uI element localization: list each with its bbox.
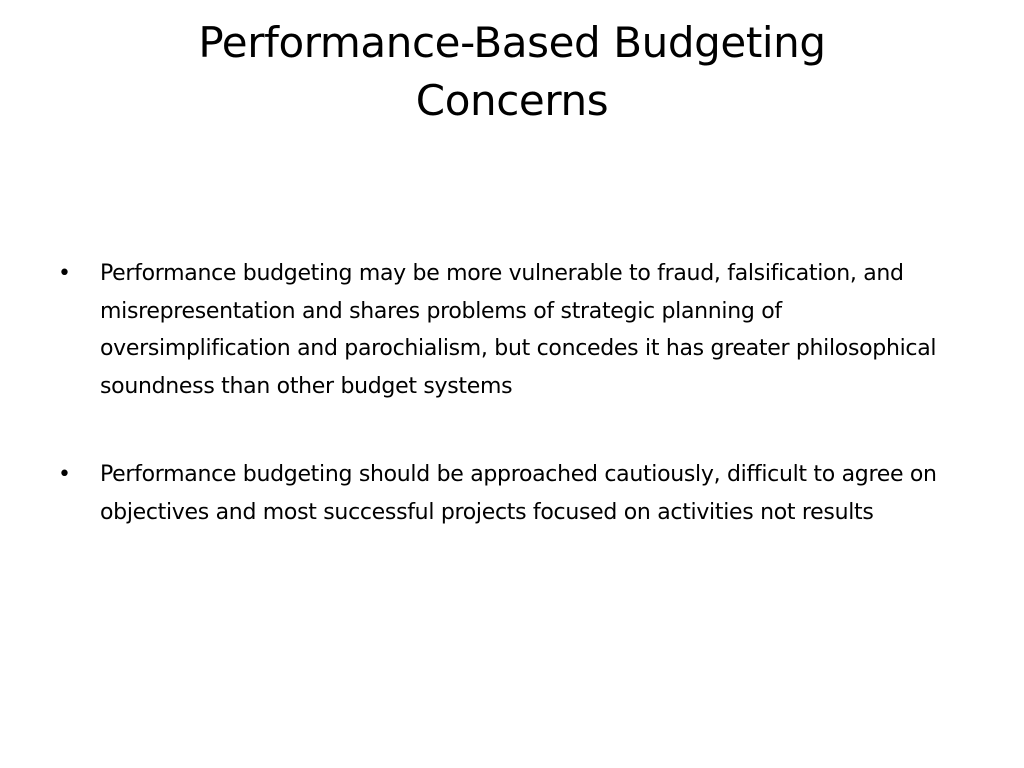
bullet-item <box>58 456 958 531</box>
bullet-list <box>58 255 958 582</box>
bullet-text: Performance budgeting should be approached cautiously, difficult to agree on objectives and most successful projects focused on activities not results <box>100 462 937 525</box>
slide-title: Performance-Based Budgeting Concerns <box>198 18 826 125</box>
bullet-text: Performance budgeting may be more vulnerable to fraud, falsification, and misrepresentation and shares problems of strategic planning of oversimplification and parochialism, but concedes it has greater philosophical soundness than other budget systems <box>100 261 937 399</box>
bullet-marker: • <box>58 261 71 286</box>
bullet-marker: • <box>58 462 71 487</box>
bullet-item <box>58 255 958 405</box>
